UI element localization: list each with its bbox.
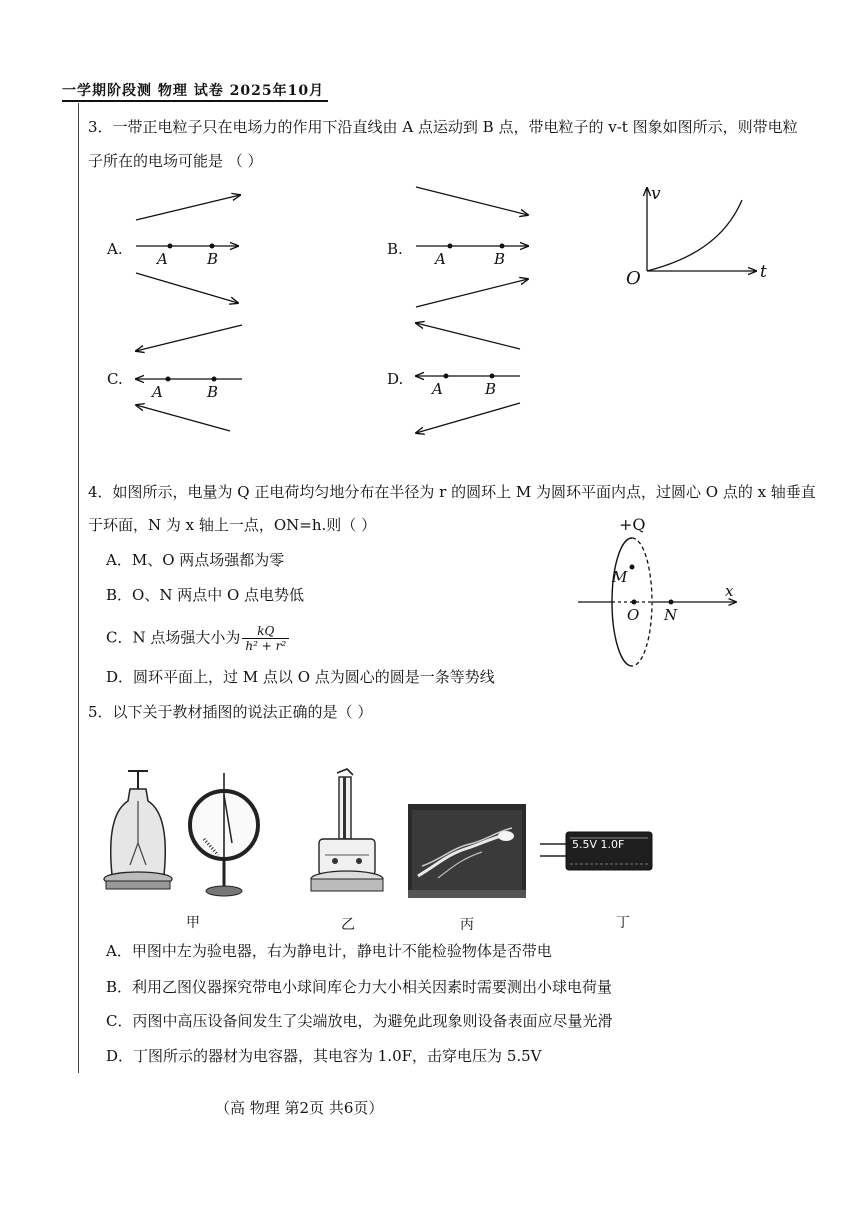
caption-ding: 丁 — [616, 915, 630, 931]
q3-d-point-b: B — [485, 380, 497, 398]
q5-option-b: B．利用乙图仪器探究带电小球间库仑力大小相关因素时需要测出小球电荷量 — [106, 978, 613, 996]
q5-stem: 5．以下关于教材插图的说法正确的是（ ） — [88, 703, 373, 721]
q3-a-point-a: A — [157, 250, 168, 268]
caption-bing: 丙 — [460, 917, 474, 933]
q3-d-point-a: A — [432, 380, 443, 398]
ring-charge-label: +Q — [619, 515, 646, 534]
q4-ring-diagram — [570, 525, 750, 675]
option-b-field-lines — [416, 187, 528, 307]
q3-b-point-b: B — [494, 250, 506, 268]
vt-v-label: v — [651, 184, 661, 204]
q3-option-a-key: A. — [107, 240, 123, 258]
caption-jia: 甲 — [186, 915, 200, 931]
option-c-field-lines — [136, 325, 242, 431]
vt-t-label: t — [760, 262, 767, 282]
vt-curve — [647, 200, 742, 271]
exam-header-title: 一学期阶段测 物理 试卷 2025年10月 — [62, 83, 325, 99]
capacitor-rating-label: 5.5V 1.0F — [572, 838, 625, 851]
q5-option-a: A．甲图中左为验电器，右为静电计，静电计不能检验物体是否带电 — [106, 942, 552, 960]
fraction-denominator: h² + r² — [245, 639, 287, 653]
vt-origin-label: O — [626, 268, 641, 289]
q5-option-d: D．丁图所示的器材为电容器，其电容为 1.0F，击穿电压为 5.5V — [106, 1047, 542, 1065]
q4-option-c — [106, 624, 289, 653]
figure-ding-capacitor — [538, 828, 656, 878]
ring-x-label: x — [725, 582, 734, 600]
fraction-numerator: kQ — [242, 624, 289, 639]
option-d-field-lines — [416, 323, 520, 433]
ring-n-label: N — [664, 606, 678, 624]
q3-c-point-b: B — [207, 383, 219, 401]
q3-option-b-key: B. — [387, 240, 403, 258]
q3-a-point-b: B — [207, 250, 219, 268]
q3-b-point-a: A — [435, 250, 446, 268]
figure-bing-point-discharge-photo — [408, 804, 526, 898]
point-m — [630, 565, 635, 570]
header-rule — [62, 100, 328, 102]
page-footer: （高 物理 第2页 共6页） — [215, 1099, 384, 1117]
q4-stem-line2: 于环面，N 为 x 轴上一点，ON=h.则（ ） — [88, 516, 377, 534]
figure-jia-electroscope-electrometer — [100, 765, 260, 910]
q4-option-d: D．圆环平面上，过 M 点以 O 点为圆心的圆是一条等势线 — [106, 668, 495, 686]
ring-m-label: M — [612, 568, 628, 586]
margin-rule — [78, 103, 79, 1073]
point-o — [632, 600, 637, 605]
q3-option-d-key: D. — [387, 370, 404, 388]
point-n — [669, 600, 674, 605]
q3-option-c-key: C. — [107, 370, 123, 388]
q3-field-diagrams — [80, 175, 560, 445]
q3-c-point-a: A — [152, 383, 163, 401]
q4-stem-line1: 4．如图所示，电量为 Q 正电荷均匀地分布在半径为 r 的圆环上 M 为圆环平面内点，过圆心 O 点的 x 轴垂直 — [88, 483, 816, 501]
q4-option-c-fraction — [242, 624, 289, 653]
q3-vt-graph — [620, 180, 780, 290]
q4-option-c-prefix: C．N 点场强大小为 — [106, 628, 241, 647]
q4-option-a: A．M、O 两点场强都为零 — [106, 551, 285, 569]
q5-option-c: C．丙图中高压设备间发生了尖端放电，为避免此现象则设备表面应尽量光滑 — [106, 1012, 613, 1030]
q3-stem-line2: 子所在的电场可能是 （ ） — [88, 152, 263, 170]
option-a-field-lines — [136, 195, 240, 303]
ring-o-label: O — [627, 606, 640, 624]
q4-option-b: B．O、N 两点中 O 点电势低 — [106, 586, 305, 604]
q3-stem-line1: 3．一带正电粒子只在电场力的作用下沿直线由 A 点运动到 B 点，带电粒子的 v-t 图象如图所示，则带电粒 — [88, 118, 798, 136]
caption-yi: 乙 — [341, 917, 355, 933]
figure-yi-torsion-balance — [305, 765, 390, 905]
